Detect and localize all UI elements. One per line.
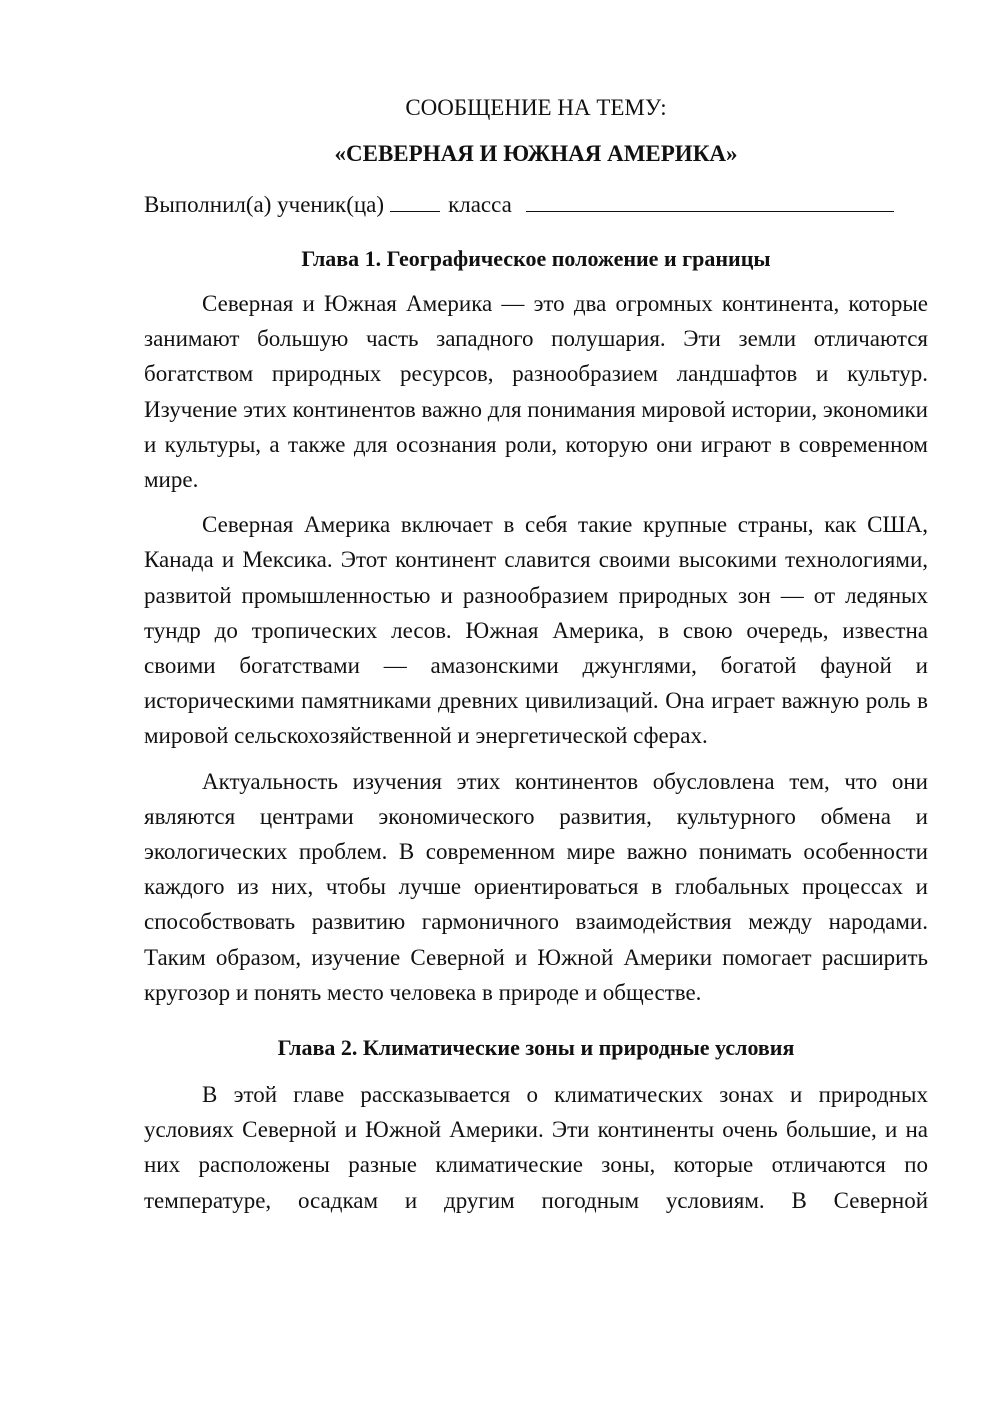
chapter-1-paragraph-1: Северная и Южная Америка — это два огромных континента, которые занимают большую часть западного полушария. Эти земли отличаются богатством природных ресурсов, разнообразием ландшафтов и культур. Изучение этих континентов важно для понимания мировой истории, экономики и культуры, а также для осознания роли, которую они играют в современном мире. bbox=[144, 291, 928, 493]
chapter-1-heading: Глава 1. Географическое положение и границы bbox=[301, 246, 771, 271]
class-label: класса bbox=[448, 192, 512, 217]
chapter-2-paragraph-1: В этой главе рассказывается о климатических зонах и природных условиях Северной и Южной Америки. Эти континенты очень большие, и на них расположены разные климатические зоны, которые отличаются по температуре, осадкам и другим погодным условиям. В Северной bbox=[144, 1082, 928, 1213]
grade-blank bbox=[390, 189, 440, 212]
chapter-2-heading: Глава 2. Климатические зоны и природные условия bbox=[277, 1035, 795, 1061]
author-label: Выполнил(а) ученик(ца) bbox=[144, 192, 385, 217]
document-body bbox=[144, 90, 928, 1218]
name-blank bbox=[526, 189, 894, 212]
chapter-1-paragraph-3: Актуальность изучения этих континентов обусловлена тем, что они являются центрами экономического развития, культурного обмена и экологических проблем. В современном мире важно понимать особенности каждого из них, чтобы лучше ориентироваться в глобальных процессах и способствовать развитию гармоничного взаимодействия между народами. Таким образом, изучение Северной и Южной Америки помогает расширить кругозор и понять место человека в природе и обществе. bbox=[144, 768, 928, 1005]
document-title: СООБЩЕНИЕ НА ТЕМУ: bbox=[405, 95, 667, 120]
document-subtitle: «СЕВЕРНАЯ И ЮЖНАЯ АМЕРИКА» bbox=[334, 141, 738, 166]
author-line bbox=[144, 187, 928, 222]
chapter-1-paragraph-2: Северная Америка включает в себя такие крупные страны, как США, Канада и Мексика. Этот континент славится своими высокими технологиями, развитой промышленностью и разнообразием природных зон — от ледяных тундр до тропических лесов. Южная Америка, в свою очередь, известна своими богатствами — амазонскими джунглями, богатой фауной и историческими памятниками древних цивилизаций. Она играет важную роль в мировой сельскохозяйственной и энергетической сферах. bbox=[144, 512, 928, 749]
